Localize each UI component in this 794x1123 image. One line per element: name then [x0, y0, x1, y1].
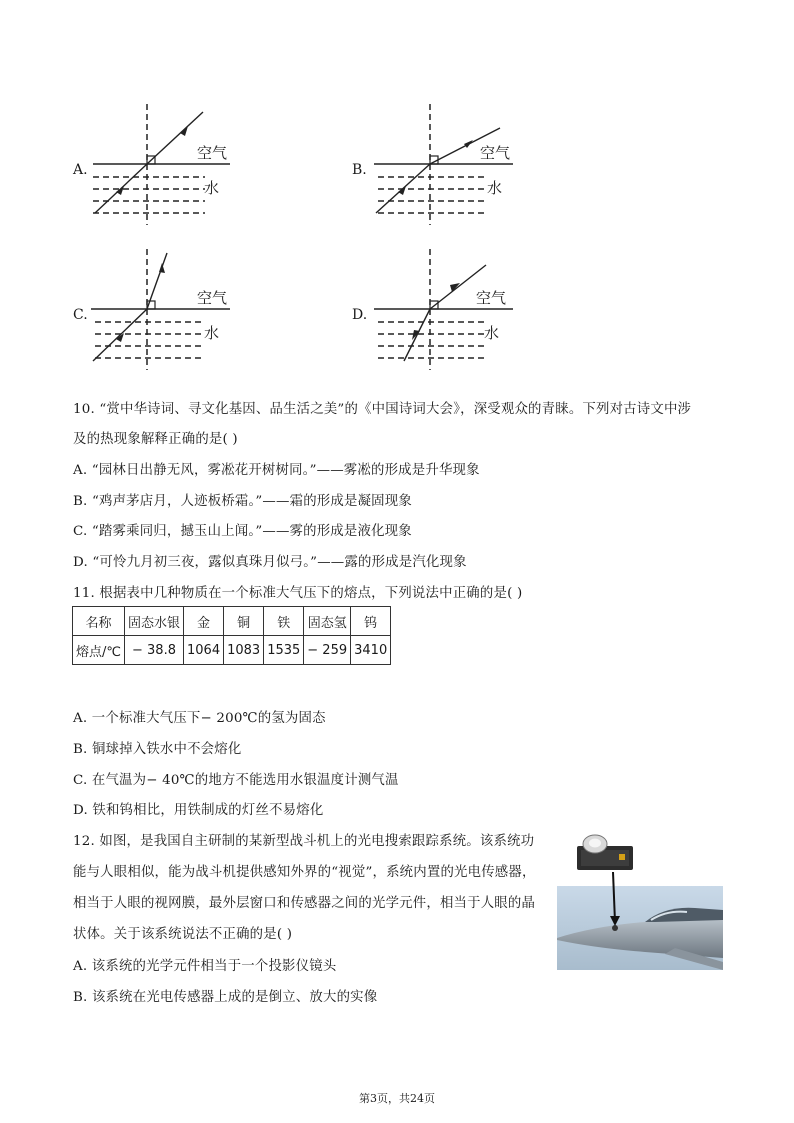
water-surface: [95, 322, 205, 358]
q10-option-a[interactable]: A. “园林日出静无风，雾凇花开树树同。”——雾凇的形成是升华现象: [73, 463, 480, 478]
diagram-c-label: C.: [73, 307, 88, 323]
refraction-diagram-c: [85, 245, 255, 375]
table-cell: 钨: [351, 607, 391, 636]
table-cell: − 38.8: [124, 636, 183, 665]
table-cell: 名称: [73, 607, 125, 636]
arrow-icon: [116, 186, 124, 195]
water-label: 水: [487, 179, 503, 197]
diagram-d-label: D.: [352, 307, 368, 323]
air-label: 空气: [197, 289, 228, 307]
melting-point-table: [72, 606, 391, 665]
q12-option-a[interactable]: A. 该系统的光学元件相当于一个投影仪镜头: [73, 959, 337, 974]
table-cell: 熔点/℃: [73, 636, 125, 665]
sensor-module: [577, 835, 633, 870]
table-cell: 1083: [224, 636, 264, 665]
table-cell: 铁: [264, 607, 304, 636]
ray-in-water: [93, 309, 147, 361]
q11-option-b[interactable]: B. 铜球掉入铁水中不会熔化: [73, 742, 242, 757]
table-cell: 3410: [351, 636, 391, 665]
table-cell: 1535: [264, 636, 304, 665]
q11-option-a[interactable]: A. 一个标准大气压下− 200℃的氢为固态: [73, 711, 326, 726]
table-header-row: [73, 607, 391, 636]
air-label: 空气: [480, 144, 511, 162]
arrow-icon: [450, 283, 460, 292]
ray-in-water: [404, 309, 430, 361]
q10-stem-line-1: 10. “赏中华诗词、寻文化基因、品生活之美”的《中国诗词大会》，深受观众的青睐。下列对古诗文中涉: [73, 402, 692, 417]
ray-in-air: [147, 253, 167, 309]
q12-option-b[interactable]: B. 该系统在光电传感器上成的是倒立、放大的实像: [73, 990, 378, 1005]
q10-stem-line-2: 及的热现象解释正确的是( ): [73, 432, 238, 447]
q12-stem-line-4: 状体。关于该系统说法不正确的是( ): [73, 927, 293, 942]
q10-option-c[interactable]: C. “踏雾乘同归，撼玉山上闻。”——雾的形成是液化现象: [73, 524, 412, 539]
water-surface: [378, 177, 488, 213]
table-cell: 金: [184, 607, 224, 636]
table-cell: 1064: [184, 636, 224, 665]
table-row: [73, 636, 391, 665]
fighter-jet-sensor-image: [555, 830, 725, 972]
table-cell: 固态氢: [304, 607, 351, 636]
water-label: 水: [484, 324, 500, 342]
q11-stem: 11. 根据表中几种物质在一个标准大气压下的熔点，下列说法中正确的是( ): [73, 586, 523, 601]
table-cell: − 259: [304, 636, 351, 665]
q11-option-c[interactable]: C. 在气温为− 40℃的地方不能选用水银温度计测气温: [73, 773, 399, 788]
refraction-diagram-a: [85, 100, 255, 230]
refraction-diagram-b: [368, 100, 538, 230]
arrow-icon: [398, 186, 406, 195]
q10-option-d[interactable]: D. “可怜九月初三夜，露似真珠月似弓。”——露的形成是汽化现象: [73, 555, 467, 570]
page-footer: 第3页，共24页: [359, 1092, 435, 1105]
q11-option-d[interactable]: D. 铁和钨相比，用铁制成的灯丝不易熔化: [73, 803, 324, 818]
q12-stem-line-2: 能与人眼相似，能为战斗机提供感知外界的“视觉”，系统内置的光电传感器，: [73, 865, 536, 880]
air-label: 空气: [197, 144, 228, 162]
diagram-a-label: A.: [73, 162, 88, 178]
ray-in-air: [147, 112, 203, 164]
arrow-icon: [180, 126, 188, 136]
water-label: 水: [204, 324, 220, 342]
arrow-icon: [464, 140, 473, 148]
water-label: 水: [204, 179, 220, 197]
table-cell: 铜: [224, 607, 264, 636]
air-label: 空气: [476, 289, 507, 307]
q12-stem-line-1: 12. 如图，是我国自主研制的某新型战斗机上的光电搜索跟踪系统。该系统功: [73, 834, 535, 849]
diagram-b-label: B.: [352, 162, 367, 178]
table-cell: 固态水银: [124, 607, 183, 636]
water-surface: [378, 322, 488, 358]
q12-stem-line-3: 相当于人眼的视网膜，最外层窗口和传感器之间的光学元件，相当于人眼的晶: [73, 896, 536, 911]
water-surface: [93, 177, 205, 213]
q10-option-b[interactable]: B. “鸡声茅店月，人迹板桥霜。”——霜的形成是凝固现象: [73, 494, 412, 509]
refraction-diagram-d: [368, 245, 538, 375]
arrow-icon: [159, 263, 165, 273]
